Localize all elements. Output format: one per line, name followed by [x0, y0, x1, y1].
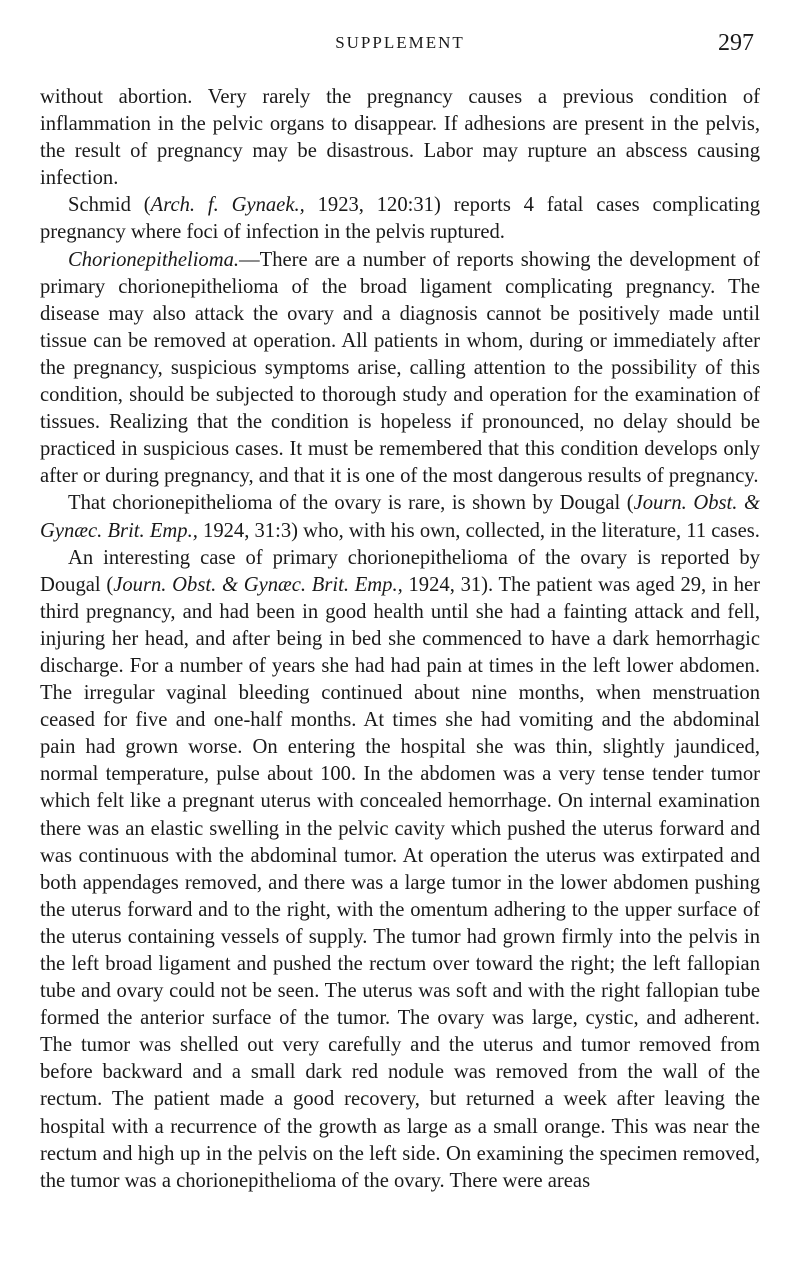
page-number: 297: [718, 30, 754, 56]
paragraph-chorionepithelioma: Chorionepithelioma.—There are a number of reports showing the development of primary chorionepithelioma of the broad ligament complicating pregnancy. The disease may also attack the ovary and a diagnosis cannot be positively made until tissue can be removed at operation. All patients in whom, during or immediately after the pregnancy, suspicious symptoms arise, calling attention to the possibility of this condition, should be subjected to thorough study and operation for the examination of tissues. Realizing that the condition is hopeless if pronounced, no delay should be practiced in suspicious cases. It must be remembered that this condition develops only after or during pregnancy, and that it is one of the most dangerous results of pregnancy.: [40, 248, 760, 488]
citation-dougal-2: Journ. Obst. & Gynæc. Brit. Emp.,: [113, 573, 403, 596]
paragraph-dougal-rare: That chorionepithelioma of the ovary is rare, is shown by Dougal (Journ. Obst. & Gynæc. Brit. Emp., 1924, 31:3) who, with his own, collected, in the literature, 11 cases.: [40, 492, 760, 542]
paragraph-abortion: without abortion. Very rarely the pregnancy causes a previous condition of inflammation in the pelvic organs to disappear. If adhesions are present in the pelvis, the result of pregnancy may be disastrous. Labor may rupture an abscess causing infection.: [40, 86, 760, 190]
running-head: [38, 28, 762, 58]
citation-schmid: Arch. f. Gynaek.,: [150, 194, 305, 217]
body-text: [40, 84, 760, 1195]
paragraph-dougal-case: An interesting case of primary chorionepithelioma of the ovary is reported by Dougal (Journ. Obst. & Gynæc. Brit. Emp., 1924, 31). The patient was aged 29, in her third pregnancy, and had been in good health until she had a fainting attack and fell, injuring her head, and after being in bed she commenced to have a dark hemorrhagic discharge. For a number of years she had had pain at times in the left lower abdomen. The irregular vaginal bleeding continued about nine months, when menstruation ceased for five and one-half months. At times she had vomiting and the abdominal pain had grown worse. On entering the hospital she was thin, slightly jaundiced, normal temperature, pulse about 100. In the abdomen was a very tense tender tumor which felt like a pregnant uterus with concealed hemorrhage. On internal examination there was an elastic swelling in the pelvic cavity which pushed the uterus forward and was continuous with the abdominal tumor. At operation the uterus was extirpated and both appendages removed, and there was a large tumor in the lower abdomen pushing the uterus forward and to the right, with the omentum adhering to the upper surface of the uterus containing vessels of supply. The tumor had grown firmly into the pelvis in the left broad ligament and pushed the rectum over toward the right; the left fallopian tube and ovary could not be seen. The uterus was soft and with the right fallopian tube formed the anterior surface of the tumor. The ovary was large, cystic, and adherent. The tumor was shelled out very carefully and the uterus and tumor removed from before backward and a small dark red nodule was removed from the wall of the rectum. The patient made a good recovery, but returned a week after leaving the hospital with a recurrence of the growth as large as a small orange. This was near the rectum and high up in the pelvis on the left side. On examining the specimen removed, the tumor was a chorionepithelioma of the ovary. There were areas: [40, 546, 760, 1192]
citation-dougal-1: Journ. Obst. & Gynæc. Brit. Emp.,: [40, 492, 760, 542]
section-heading: Chorionepithelioma.: [68, 248, 240, 271]
paragraph-schmid: Schmid (Arch. f. Gynaek., 1923, 120:31) reports 4 fatal cases complicating pregnancy where foci of infection in the pelvis ruptured.: [40, 194, 761, 244]
running-head-title: SUPPLEMENT: [335, 33, 465, 52]
